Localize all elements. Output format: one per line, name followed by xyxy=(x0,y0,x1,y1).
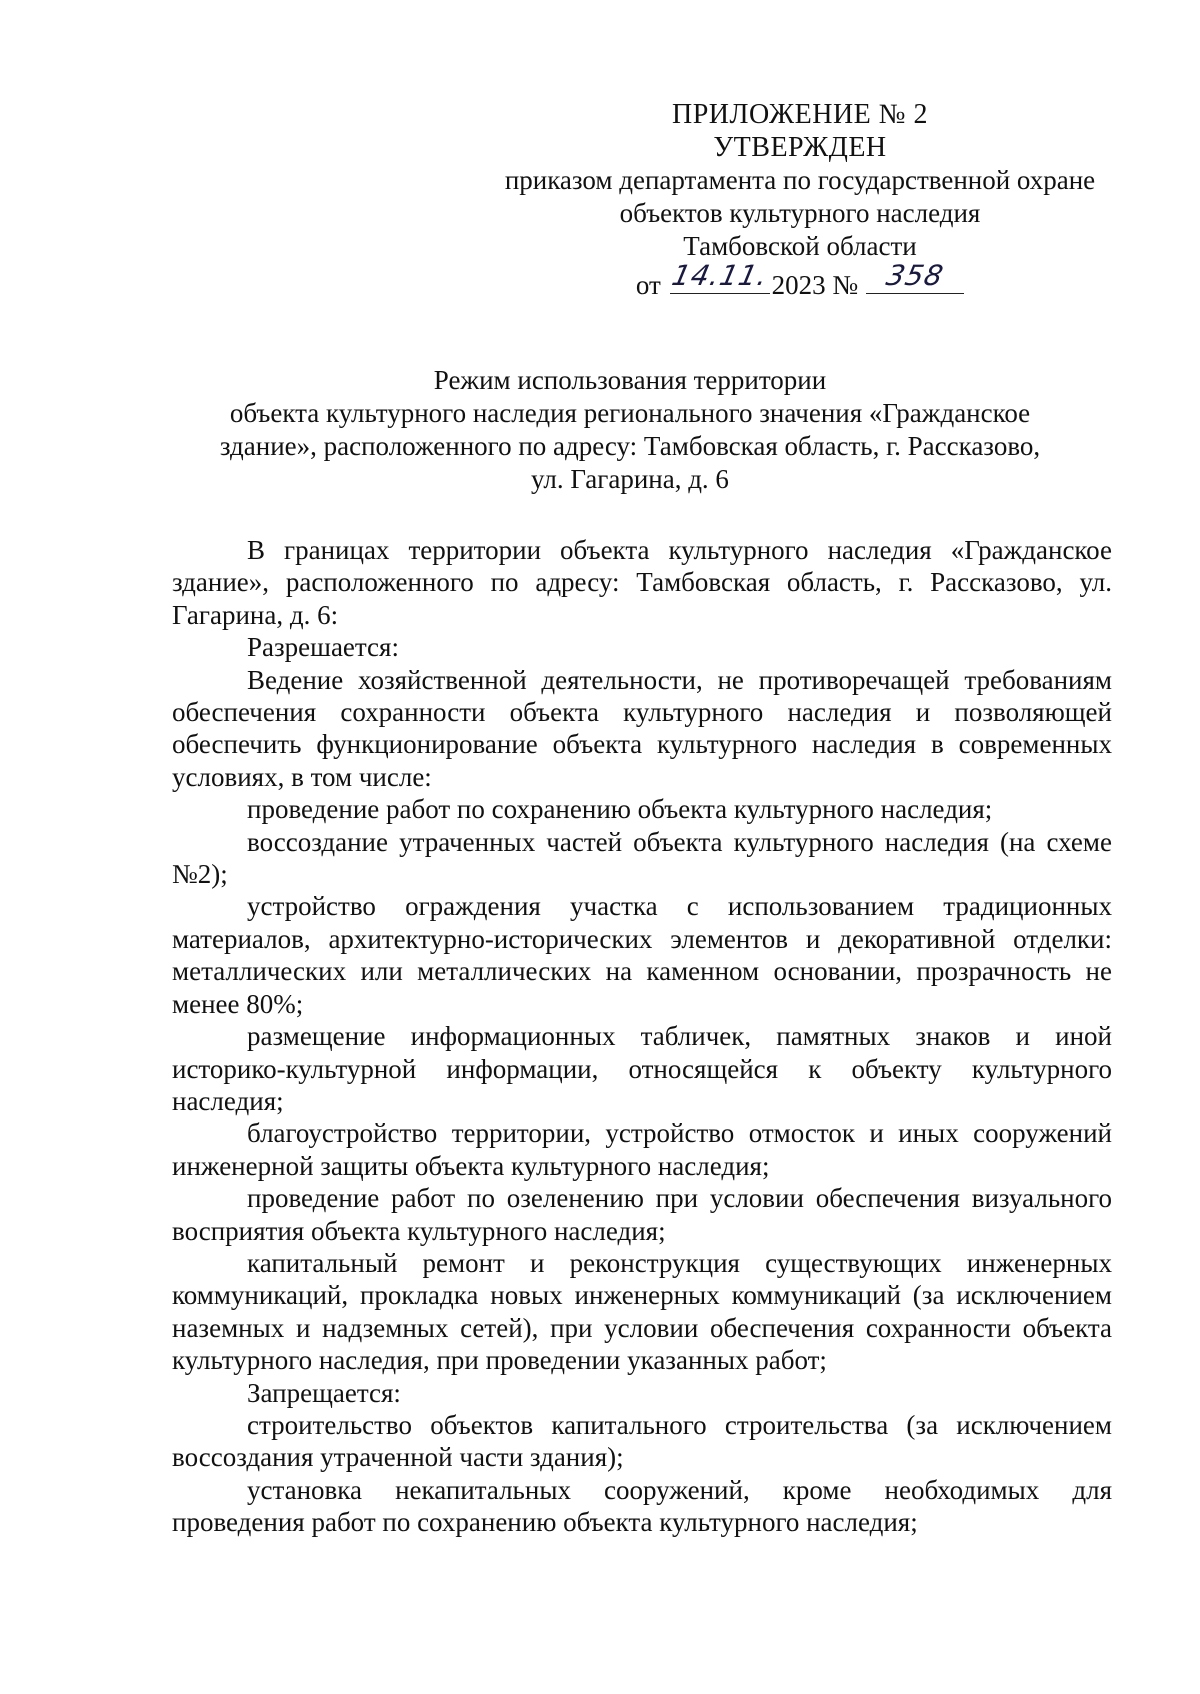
forbidden-item: строительство объектов капитального строительства (за исключением воссоздания утраченной части здания); xyxy=(172,1409,1112,1473)
document-title xyxy=(170,364,1090,496)
approved-heading: УТВЕРЖДЕН xyxy=(713,132,887,163)
forbidden-heading: Запрещается: xyxy=(247,1377,401,1408)
handwritten-number: 358 xyxy=(883,259,947,292)
forbidden-item: установка некапитальных сооружений, кроме необходимых для проведения работ по сохранению объекта культурного наследия; xyxy=(172,1474,1112,1538)
number-sign: № xyxy=(832,270,859,300)
allowed-lead-paragraph: Ведение хозяйственной деятельности, не противоречащей требованиям обеспечения сохранности объекта культурного наследия и позволяющей обеспечить функционирование объекта культурного наследия в современных условиях, в том числе: xyxy=(172,664,1112,792)
allowed-item: благоустройство территории, устройство отмосток и иных сооружений инженерной защиты объекта культурного наследия; xyxy=(172,1118,1112,1181)
approval-line-3: Тамбовской области xyxy=(683,231,917,261)
allowed-item: проведение работ по озеленению при условии обеспечения визуального восприятия объекта культурного наследия; xyxy=(172,1183,1112,1246)
date-prefix: от xyxy=(635,270,661,300)
allowed-heading: Разрешается: xyxy=(247,632,399,663)
title-line-2: объекта культурного наследия регионального значения «Гражданское xyxy=(229,398,1031,428)
title-line-1: Режим использования территории xyxy=(433,365,827,395)
approval-date-line xyxy=(480,259,1120,302)
approval-line-2: объектов культурного наследия xyxy=(619,198,981,228)
approval-line-1: приказом департамента по государственной охране xyxy=(504,165,1096,195)
document-body xyxy=(172,534,1112,1539)
intro-paragraph: В границах территории объекта культурного наследия «Гражданское здание», расположенного по адресу: Тамбовская область, г. Рассказово, ул. Гагарина, д. 6: xyxy=(172,535,1112,630)
title-line-4: ул. Гагарина, д. 6 xyxy=(531,464,729,494)
title-line-3: здание», расположенного по адресу: Тамбовская область, г. Рассказово, xyxy=(219,431,1041,461)
allowed-item: воссоздание утраченных частей объекта культурного наследия (на схеме №2); xyxy=(172,826,1112,890)
handwritten-date: 14.11. xyxy=(668,259,771,292)
handwritten-date-field xyxy=(668,259,771,294)
order-year: 2023 xyxy=(771,270,826,300)
handwritten-number-field xyxy=(866,259,964,294)
allowed-item: устройство ограждения участка с использованием традиционных материалов, архитектурно-исторических элементов и декоративной отделки: металлических или металлических на каменном основании, прозрачность не менее 80%; xyxy=(172,891,1112,1019)
approval-block xyxy=(480,98,1120,302)
allowed-item: проведение работ по сохранению объекта культурного наследия; xyxy=(247,794,993,825)
allowed-item: капитальный ремонт и реконструкция существующих инженерных коммуникаций, прокладка новых инженерных коммуникаций (за исключением наземных и надземных сетей), при условии обеспечения сохранности объекта культурного наследия, при проведении указанных работ; xyxy=(172,1247,1112,1376)
annex-heading: ПРИЛОЖЕНИЕ № 2 xyxy=(672,99,928,130)
allowed-item: размещение информационных табличек, памятных знаков и иной историко-культурной информации, относящейся к объекту культурного наследия; xyxy=(172,1021,1112,1116)
